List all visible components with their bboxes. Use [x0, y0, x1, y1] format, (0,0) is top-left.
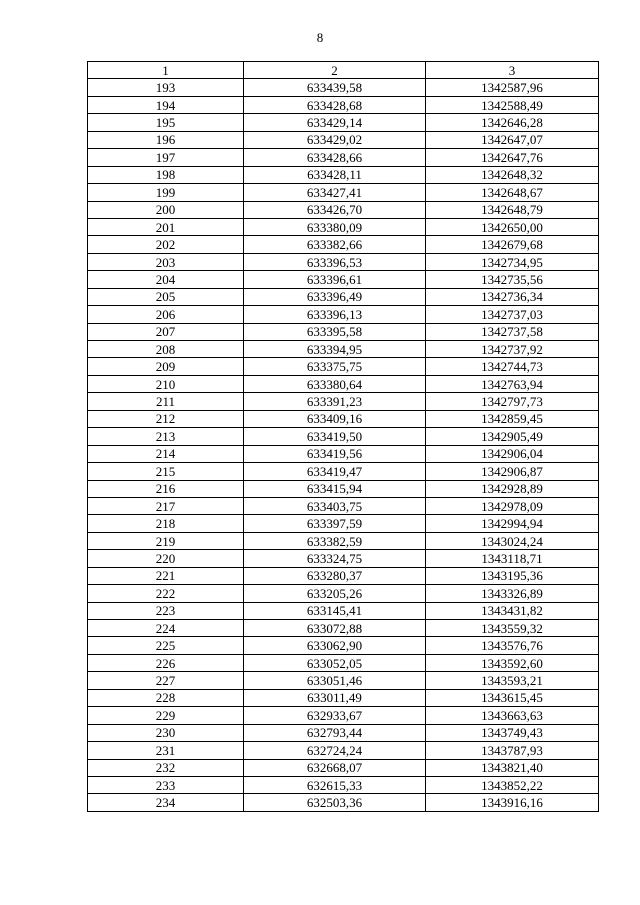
table-row	[88, 480, 599, 497]
x-coordinate-cell: 633397,59	[244, 515, 426, 532]
y-coordinate-cell: 1343787,93	[426, 742, 599, 759]
y-coordinate-cell: 1342744,73	[426, 358, 599, 375]
table-row	[88, 323, 599, 340]
y-coordinate-cell: 1342588,49	[426, 96, 599, 113]
y-coordinate-cell: 1342647,76	[426, 149, 599, 166]
x-coordinate-cell: 633415,94	[244, 480, 426, 497]
y-coordinate-cell: 1342737,03	[426, 306, 599, 323]
y-coordinate-cell: 1343593,21	[426, 672, 599, 689]
table-row	[88, 776, 599, 793]
table-row	[88, 707, 599, 724]
point-number-cell: 219	[88, 532, 244, 549]
x-coordinate-cell: 633409,16	[244, 410, 426, 427]
y-coordinate-cell: 1342735,56	[426, 271, 599, 288]
x-coordinate-cell: 633419,50	[244, 428, 426, 445]
point-number-cell: 217	[88, 497, 244, 514]
x-coordinate-cell: 633145,41	[244, 602, 426, 619]
point-number-cell: 223	[88, 602, 244, 619]
y-coordinate-cell: 1343821,40	[426, 759, 599, 776]
point-number-cell: 211	[88, 393, 244, 410]
table-row	[88, 236, 599, 253]
y-coordinate-cell: 1343615,45	[426, 689, 599, 706]
x-coordinate-cell: 632503,36	[244, 794, 426, 811]
point-number-cell: 225	[88, 637, 244, 654]
table-row	[88, 637, 599, 654]
y-coordinate-cell: 1343916,16	[426, 794, 599, 811]
x-coordinate-cell: 633396,61	[244, 271, 426, 288]
point-number-cell: 196	[88, 131, 244, 148]
table-row	[88, 550, 599, 567]
table-row	[88, 184, 599, 201]
table-row	[88, 79, 599, 96]
x-coordinate-cell: 633396,13	[244, 306, 426, 323]
table-row	[88, 532, 599, 549]
table-row	[88, 341, 599, 358]
table-row	[88, 96, 599, 113]
y-coordinate-cell: 1342648,79	[426, 201, 599, 218]
x-coordinate-cell: 633380,64	[244, 375, 426, 392]
x-coordinate-cell: 633072,88	[244, 620, 426, 637]
y-coordinate-cell: 1342978,09	[426, 497, 599, 514]
point-number-cell: 221	[88, 567, 244, 584]
y-coordinate-cell: 1342905,49	[426, 428, 599, 445]
x-coordinate-cell: 633427,41	[244, 184, 426, 201]
table-row	[88, 166, 599, 183]
y-coordinate-cell: 1343592,60	[426, 654, 599, 671]
point-number-cell: 227	[88, 672, 244, 689]
point-number-cell: 202	[88, 236, 244, 253]
y-coordinate-cell: 1343195,36	[426, 567, 599, 584]
point-number-cell: 205	[88, 288, 244, 305]
coordinates-table	[87, 61, 599, 812]
x-coordinate-cell: 633394,95	[244, 341, 426, 358]
y-coordinate-cell: 1342859,45	[426, 410, 599, 427]
table-row	[88, 358, 599, 375]
x-coordinate-cell: 633205,26	[244, 585, 426, 602]
x-coordinate-cell: 633419,56	[244, 445, 426, 462]
y-coordinate-cell: 1342646,28	[426, 114, 599, 131]
point-number-cell: 232	[88, 759, 244, 776]
column-header-2: 2	[244, 62, 426, 79]
column-header-3: 3	[426, 62, 599, 79]
y-coordinate-cell: 1343559,32	[426, 620, 599, 637]
point-number-cell: 218	[88, 515, 244, 532]
y-coordinate-cell: 1342736,34	[426, 288, 599, 305]
x-coordinate-cell: 633428,68	[244, 96, 426, 113]
point-number-cell: 201	[88, 218, 244, 235]
table-row	[88, 253, 599, 270]
y-coordinate-cell: 1342737,92	[426, 341, 599, 358]
table-row	[88, 585, 599, 602]
point-number-cell: 226	[88, 654, 244, 671]
table-row	[88, 567, 599, 584]
x-coordinate-cell: 633324,75	[244, 550, 426, 567]
y-coordinate-cell: 1343749,43	[426, 724, 599, 741]
x-coordinate-cell: 633428,11	[244, 166, 426, 183]
y-coordinate-cell: 1343663,63	[426, 707, 599, 724]
table-row	[88, 375, 599, 392]
point-number-cell: 214	[88, 445, 244, 462]
y-coordinate-cell: 1342994,94	[426, 515, 599, 532]
point-number-cell: 207	[88, 323, 244, 340]
point-number-cell: 222	[88, 585, 244, 602]
y-coordinate-cell: 1342648,32	[426, 166, 599, 183]
table-row	[88, 759, 599, 776]
x-coordinate-cell: 633403,75	[244, 497, 426, 514]
y-coordinate-cell: 1342906,87	[426, 463, 599, 480]
table-row	[88, 114, 599, 131]
table-row	[88, 463, 599, 480]
table-body	[88, 79, 599, 811]
point-number-cell: 224	[88, 620, 244, 637]
table-row	[88, 410, 599, 427]
x-coordinate-cell: 633426,70	[244, 201, 426, 218]
point-number-cell: 194	[88, 96, 244, 113]
table-row	[88, 515, 599, 532]
x-coordinate-cell: 633429,02	[244, 131, 426, 148]
y-coordinate-cell: 1342587,96	[426, 79, 599, 96]
table-row	[88, 306, 599, 323]
x-coordinate-cell: 633051,46	[244, 672, 426, 689]
table-row	[88, 445, 599, 462]
column-header-1: 1	[88, 62, 244, 79]
point-number-cell: 197	[88, 149, 244, 166]
table-row	[88, 201, 599, 218]
point-number-cell: 198	[88, 166, 244, 183]
x-coordinate-cell: 633396,49	[244, 288, 426, 305]
x-coordinate-cell: 633052,05	[244, 654, 426, 671]
table-row	[88, 288, 599, 305]
point-number-cell: 230	[88, 724, 244, 741]
y-coordinate-cell: 1342928,89	[426, 480, 599, 497]
x-coordinate-cell: 633062,90	[244, 637, 426, 654]
x-coordinate-cell: 632724,24	[244, 742, 426, 759]
y-coordinate-cell: 1343576,76	[426, 637, 599, 654]
x-coordinate-cell: 633382,66	[244, 236, 426, 253]
x-coordinate-cell: 633375,75	[244, 358, 426, 375]
y-coordinate-cell: 1342650,00	[426, 218, 599, 235]
table-row	[88, 131, 599, 148]
y-coordinate-cell: 1343326,89	[426, 585, 599, 602]
x-coordinate-cell: 633011,49	[244, 689, 426, 706]
x-coordinate-cell: 632668,07	[244, 759, 426, 776]
x-coordinate-cell: 633428,66	[244, 149, 426, 166]
x-coordinate-cell: 632793,44	[244, 724, 426, 741]
table-header-row	[88, 62, 599, 79]
page-number: 8	[316, 30, 324, 45]
point-number-cell: 204	[88, 271, 244, 288]
table-row	[88, 393, 599, 410]
point-number-cell: 234	[88, 794, 244, 811]
point-number-cell: 209	[88, 358, 244, 375]
y-coordinate-cell: 1342648,67	[426, 184, 599, 201]
point-number-cell: 233	[88, 776, 244, 793]
point-number-cell: 208	[88, 341, 244, 358]
y-coordinate-cell: 1342734,95	[426, 253, 599, 270]
x-coordinate-cell: 632933,67	[244, 707, 426, 724]
table-row	[88, 654, 599, 671]
x-coordinate-cell: 632615,33	[244, 776, 426, 793]
point-number-cell: 216	[88, 480, 244, 497]
y-coordinate-cell: 1342906,04	[426, 445, 599, 462]
x-coordinate-cell: 633380,09	[244, 218, 426, 235]
point-number-cell: 203	[88, 253, 244, 270]
y-coordinate-cell: 1342763,94	[426, 375, 599, 392]
point-number-cell: 231	[88, 742, 244, 759]
point-number-cell: 199	[88, 184, 244, 201]
table-row	[88, 620, 599, 637]
table-row	[88, 497, 599, 514]
point-number-cell: 195	[88, 114, 244, 131]
point-number-cell: 206	[88, 306, 244, 323]
y-coordinate-cell: 1342797,73	[426, 393, 599, 410]
table-row	[88, 271, 599, 288]
x-coordinate-cell: 633382,59	[244, 532, 426, 549]
y-coordinate-cell: 1343024,24	[426, 532, 599, 549]
table-row	[88, 672, 599, 689]
point-number-cell: 212	[88, 410, 244, 427]
table-row	[88, 149, 599, 166]
table-row	[88, 794, 599, 811]
table-row	[88, 724, 599, 741]
table-row	[88, 218, 599, 235]
point-number-cell: 228	[88, 689, 244, 706]
y-coordinate-cell: 1343852,22	[426, 776, 599, 793]
table-row	[88, 428, 599, 445]
x-coordinate-cell: 633396,53	[244, 253, 426, 270]
x-coordinate-cell: 633419,47	[244, 463, 426, 480]
x-coordinate-cell: 633439,58	[244, 79, 426, 96]
table-row	[88, 742, 599, 759]
y-coordinate-cell: 1342679,68	[426, 236, 599, 253]
table-row	[88, 602, 599, 619]
point-number-cell: 210	[88, 375, 244, 392]
point-number-cell: 213	[88, 428, 244, 445]
point-number-cell: 220	[88, 550, 244, 567]
y-coordinate-cell: 1343118,71	[426, 550, 599, 567]
point-number-cell: 200	[88, 201, 244, 218]
x-coordinate-cell: 633391,23	[244, 393, 426, 410]
x-coordinate-cell: 633280,37	[244, 567, 426, 584]
x-coordinate-cell: 633429,14	[244, 114, 426, 131]
y-coordinate-cell: 1342737,58	[426, 323, 599, 340]
point-number-cell: 229	[88, 707, 244, 724]
table-row	[88, 689, 599, 706]
point-number-cell: 215	[88, 463, 244, 480]
x-coordinate-cell: 633395,58	[244, 323, 426, 340]
y-coordinate-cell: 1342647,07	[426, 131, 599, 148]
y-coordinate-cell: 1343431,82	[426, 602, 599, 619]
point-number-cell: 193	[88, 79, 244, 96]
